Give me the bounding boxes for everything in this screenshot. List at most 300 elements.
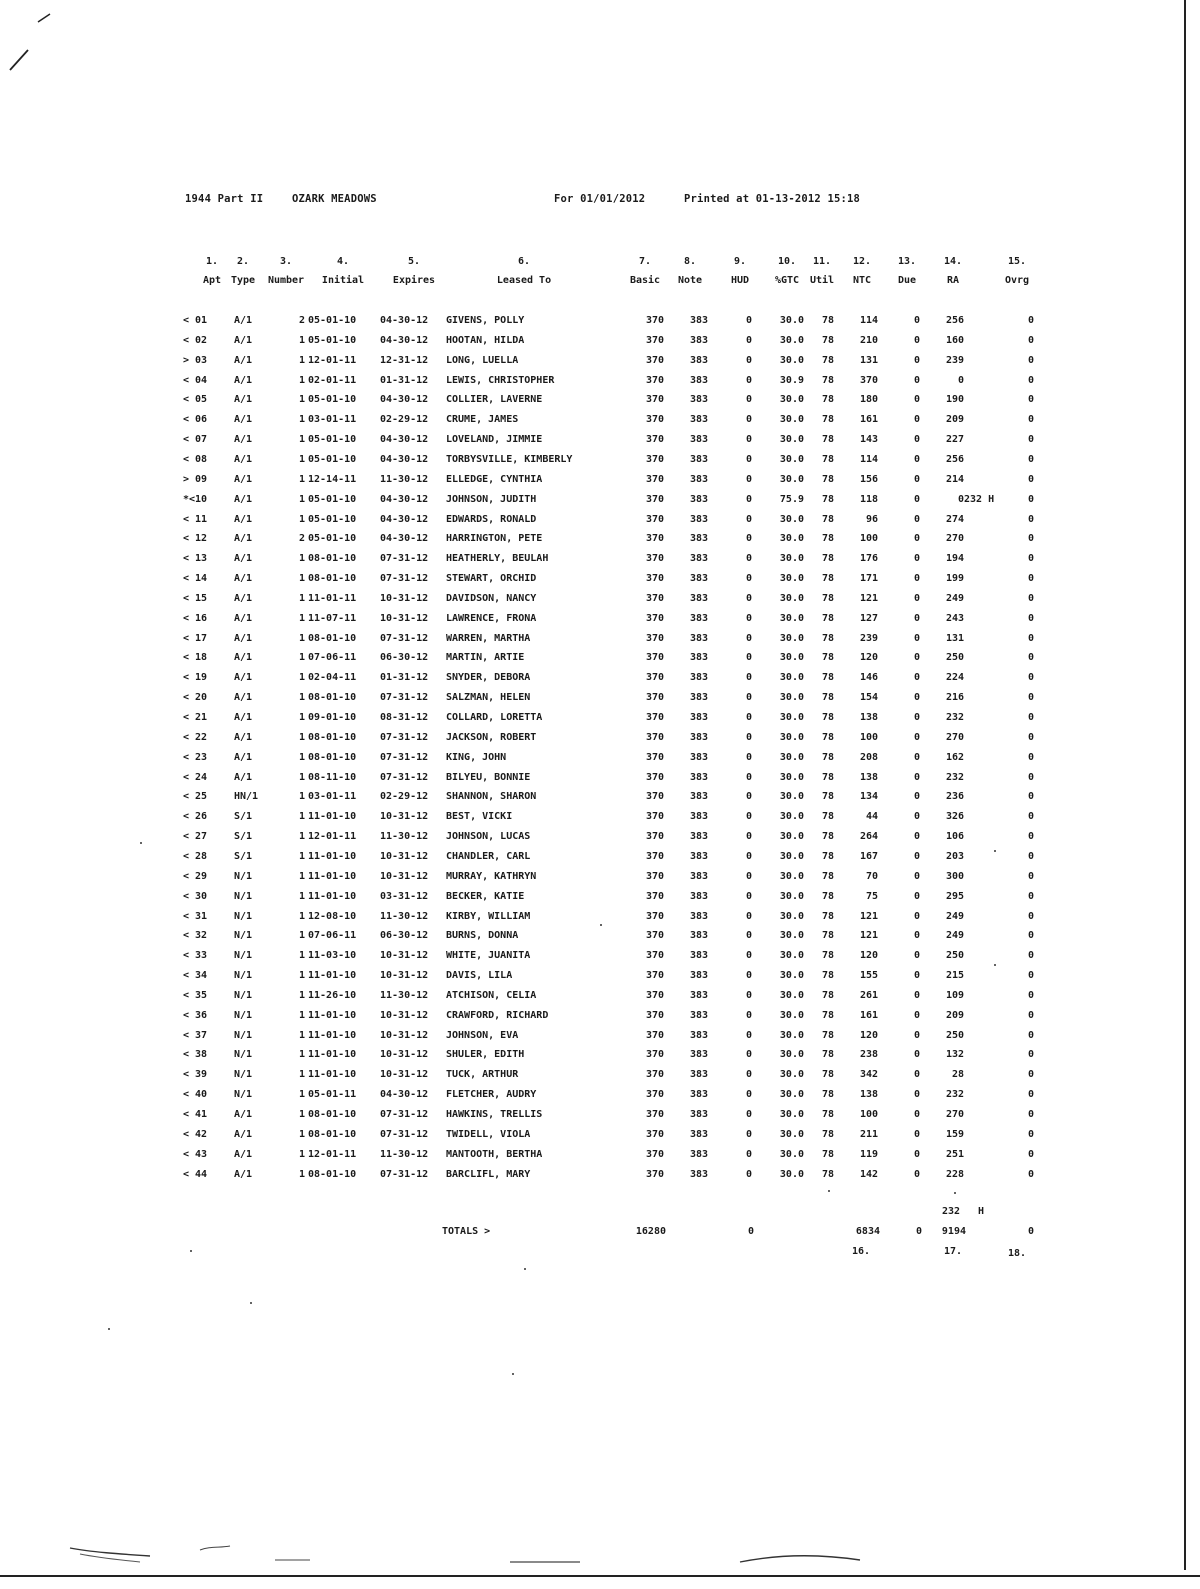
cell-ntc: 238 [859,1049,878,1061]
cell-due: 0 [913,493,920,505]
cell-apt: < 44 [183,1168,208,1180]
cell-gtc: 30.0 [779,553,804,565]
cell-gtc: 30.0 [779,950,804,962]
cell-hud: 0 [745,831,752,843]
cell-ovrg: 0 [1027,573,1034,585]
cell-expires: 04-30-12 [380,334,429,346]
cell-gtc: 30.0 [779,1009,804,1021]
cell-ra: 209 [945,1009,964,1021]
cell-initial: 11-01-10 [308,1049,357,1061]
cell-number: 1 [298,751,305,763]
cell-due: 0 [913,652,920,664]
cell-ovrg: 0 [1027,612,1034,624]
cell-hud: 0 [745,1069,752,1081]
cell-initial: 07-06-11 [308,652,357,664]
cell-due: 0 [913,414,920,426]
cell-ra: 106 [945,831,964,843]
cell-basic: 370 [645,950,664,962]
cell-type: N/1 [234,970,253,982]
cell-expires: 07-31-12 [380,632,429,644]
cell-type: A/1 [234,592,253,604]
cell-leased-to: WARREN, MARTHA [446,632,531,644]
cell-number: 1 [298,850,305,862]
cell-number: 1 [298,712,305,723]
scan-bottom-marks [60,1540,940,1570]
cell-number: 1 [298,453,305,465]
cell-due: 0 [913,712,920,723]
cell-initial: 05-01-10 [308,513,357,525]
cell-util: 78 [821,573,834,585]
cell-util: 78 [821,751,834,763]
cell-due: 0 [913,1029,920,1041]
scan-speck [994,964,996,966]
cell-gtc: 30.0 [779,811,804,823]
cell-ra: 274 [945,513,964,525]
cell-util: 78 [821,394,834,406]
cell-expires: 08-31-12 [380,712,429,723]
cell-util: 78 [821,453,834,465]
cell-hud: 0 [745,434,752,446]
column-number-12: 12. [852,256,872,267]
totals-ra-extra: 232 [941,1206,960,1217]
cell-ovrg: 0 [1027,890,1034,902]
cell-number: 1 [298,672,305,684]
cell-util: 78 [821,672,834,684]
cell-ntc: 114 [859,453,878,465]
column-label-ovrg: Ovrg [1004,275,1030,286]
scan-speck [600,924,602,926]
cell-number: 1 [298,612,305,624]
cell-ra: 194 [945,553,964,565]
cell-type: A/1 [234,513,253,525]
cell-flag: 232 H [964,493,995,505]
cell-number: 1 [298,1168,305,1180]
cell-due: 0 [913,1049,920,1061]
cell-number: 1 [298,374,305,386]
cell-leased-to: ELLEDGE, CYNTHIA [446,473,543,485]
cell-ovrg: 0 [1027,1029,1034,1041]
column-number-9: 9. [733,256,747,267]
cell-apt: < 06 [183,414,208,426]
cell-initial: 11-01-10 [308,1009,357,1021]
cell-type: S/1 [234,831,253,843]
cell-ntc: 180 [859,394,878,406]
cell-expires: 07-31-12 [380,1109,429,1120]
cell-note: 383 [689,315,708,326]
cell-expires: 10-31-12 [380,950,429,962]
column-label-note: Note [677,275,703,286]
cell-due: 0 [913,434,920,446]
cell-note: 383 [689,652,708,664]
cell-leased-to: LOVELAND, JIMMIE [446,434,543,446]
cell-initial: 08-01-10 [308,751,357,763]
cell-ra: 232 [945,1089,964,1101]
cell-initial: 08-01-10 [308,1128,357,1140]
cell-expires: 07-31-12 [380,771,429,783]
cell-util: 78 [821,930,834,942]
cell-leased-to: BEST, VICKI [446,811,513,823]
cell-ovrg: 0 [1027,771,1034,783]
cell-hud: 0 [745,493,752,505]
totals-due: 0 [915,1226,922,1237]
cell-gtc: 30.0 [779,453,804,465]
cell-note: 383 [689,1029,708,1041]
cell-due: 0 [913,1168,920,1180]
cell-ra: 0 [957,374,964,386]
cell-note: 383 [689,493,708,505]
cell-leased-to: LONG, LUELLA [446,354,519,366]
cell-util: 78 [821,771,834,783]
cell-gtc: 30.0 [779,1049,804,1061]
cell-expires: 10-31-12 [380,970,429,982]
cell-leased-to: COLLIER, LAVERNE [446,394,543,406]
cell-number: 1 [298,1089,305,1101]
cell-ra: 228 [945,1168,964,1180]
cell-hud: 0 [745,473,752,485]
cell-basic: 370 [645,771,664,783]
cell-apt: < 36 [183,1009,208,1021]
cell-initial: 11-01-10 [308,1069,357,1081]
cell-hud: 0 [745,553,752,565]
cell-due: 0 [913,334,920,346]
cell-ntc: 138 [859,1089,878,1101]
cell-hud: 0 [745,751,752,763]
cell-hud: 0 [745,374,752,386]
column-label-ra: RA [946,275,960,286]
cell-due: 0 [913,1128,920,1140]
cell-util: 78 [821,1049,834,1061]
cell-ovrg: 0 [1027,1089,1034,1101]
cell-util: 78 [821,592,834,604]
cell-gtc: 30.0 [779,315,804,326]
cell-util: 78 [821,553,834,565]
cell-basic: 370 [645,751,664,763]
cell-apt: < 39 [183,1069,208,1081]
cell-ra: 270 [945,533,964,545]
cell-hud: 0 [745,930,752,942]
cell-number: 1 [298,930,305,942]
cell-ovrg: 0 [1027,970,1034,982]
cell-due: 0 [913,592,920,604]
cell-leased-to: HOOTAN, HILDA [446,334,525,346]
cell-ovrg: 0 [1027,870,1034,882]
cell-note: 383 [689,970,708,982]
cell-type: N/1 [234,1009,253,1021]
column-number-13: 13. [897,256,917,267]
cell-number: 1 [298,890,305,902]
cell-initial: 02-04-11 [308,672,357,684]
cell-basic: 370 [645,1168,664,1180]
cell-note: 383 [689,553,708,565]
cell-note: 383 [689,374,708,386]
cell-hud: 0 [745,1168,752,1180]
cell-note: 383 [689,414,708,426]
cell-number: 1 [298,1029,305,1041]
cell-due: 0 [913,672,920,684]
cell-note: 383 [689,989,708,1001]
cell-expires: 10-31-12 [380,612,429,624]
cell-type: A/1 [234,652,253,664]
cell-ovrg: 0 [1027,1049,1034,1061]
cell-gtc: 30.0 [779,672,804,684]
cell-expires: 07-31-12 [380,1168,429,1180]
cell-util: 78 [821,1009,834,1021]
column-label-apt: Apt [202,275,222,286]
cell-due: 0 [913,315,920,326]
cell-expires: 04-30-12 [380,1089,429,1101]
cell-expires: 10-31-12 [380,1069,429,1081]
cell-gtc: 30.0 [779,1089,804,1101]
cell-leased-to: JACKSON, ROBERT [446,731,537,743]
cell-apt: < 20 [183,692,208,704]
cell-due: 0 [913,870,920,882]
cell-expires: 11-30-12 [380,910,429,922]
cell-initial: 11-01-10 [308,970,357,982]
cell-leased-to: GIVENS, POLLY [446,315,525,326]
cell-due: 0 [913,553,920,565]
cell-expires: 10-31-12 [380,811,429,823]
cell-ovrg: 0 [1027,672,1034,684]
cell-type: A/1 [234,533,253,545]
cell-basic: 370 [645,453,664,465]
cell-type: A/1 [234,672,253,684]
cell-apt: < 08 [183,453,208,465]
page-edge-right [1184,0,1186,1570]
cell-initial: 08-01-10 [308,632,357,644]
cell-ra: 214 [945,473,964,485]
cell-util: 78 [821,414,834,426]
cell-apt: < 23 [183,751,208,763]
cell-gtc: 30.0 [779,354,804,366]
cell-note: 383 [689,473,708,485]
cell-note: 383 [689,771,708,783]
cell-gtc: 30.0 [779,573,804,585]
cell-initial: 08-01-10 [308,1168,357,1180]
cell-ovrg: 0 [1027,910,1034,922]
cell-initial: 05-01-10 [308,533,357,545]
cell-ra: 224 [945,672,964,684]
cell-number: 1 [298,989,305,1001]
scan-speck [524,1268,526,1270]
cell-gtc: 30.0 [779,731,804,743]
cell-number: 1 [298,731,305,743]
cell-expires: 04-30-12 [380,315,429,326]
cell-initial: 09-01-10 [308,712,357,723]
cell-gtc: 30.0 [779,1168,804,1180]
cell-apt: < 35 [183,989,208,1001]
cell-util: 78 [821,334,834,346]
report-printed: Printed at 01-13-2012 15:18 [684,193,861,205]
cell-hud: 0 [745,414,752,426]
cell-ra: 132 [945,1049,964,1061]
cell-util: 78 [821,1148,834,1160]
cell-ntc: 70 [865,870,878,882]
cell-basic: 370 [645,533,664,545]
cell-ovrg: 0 [1027,434,1034,446]
cell-leased-to: SHULER, EDITH [446,1049,525,1061]
cell-hud: 0 [745,573,752,585]
report-form: 1944 Part II [185,193,264,205]
cell-note: 383 [689,1109,708,1120]
report-property: OZARK MEADOWS [292,193,377,205]
cell-expires: 06-30-12 [380,652,429,664]
cell-apt: < 34 [183,970,208,982]
cell-ntc: 119 [859,1148,878,1160]
cell-note: 383 [689,712,708,723]
cell-type: A/1 [234,434,253,446]
cell-ovrg: 0 [1027,831,1034,843]
cell-number: 1 [298,910,305,922]
cell-apt: < 43 [183,1148,208,1160]
cell-due: 0 [913,473,920,485]
cell-due: 0 [913,890,920,902]
cell-expires: 10-31-12 [380,870,429,882]
cell-note: 383 [689,890,708,902]
column-label-expires: Expires [392,275,436,286]
cell-ra: 300 [945,870,964,882]
cell-expires: 11-30-12 [380,1148,429,1160]
column-number-2: 2. [236,256,250,267]
cell-due: 0 [913,811,920,823]
cell-due: 0 [913,453,920,465]
cell-note: 383 [689,950,708,962]
cell-leased-to: MARTIN, ARTIE [446,652,525,664]
cell-apt: < 25 [183,791,208,803]
cell-initial: 08-11-10 [308,771,357,783]
cell-apt: < 40 [183,1089,208,1101]
cell-note: 383 [689,811,708,823]
cell-type: A/1 [234,692,253,704]
cell-due: 0 [913,751,920,763]
cell-initial: 05-01-10 [308,334,357,346]
cell-basic: 370 [645,592,664,604]
cell-expires: 10-31-12 [380,1029,429,1041]
cell-apt: < 15 [183,592,208,604]
cell-leased-to: MURRAY, KATHRYN [446,870,537,882]
cell-ovrg: 0 [1027,1009,1034,1021]
cell-gtc: 30.0 [779,1029,804,1041]
cell-ra: 270 [945,1109,964,1120]
cell-ovrg: 0 [1027,553,1034,565]
cell-gtc: 30.0 [779,751,804,763]
cell-leased-to: MANTOOTH, BERTHA [446,1148,543,1160]
cell-expires: 02-29-12 [380,414,429,426]
cell-apt: < 30 [183,890,208,902]
cell-expires: 04-30-12 [380,513,429,525]
footnote-17: 17. [944,1246,963,1257]
cell-number: 1 [298,870,305,882]
cell-basic: 370 [645,870,664,882]
cell-util: 78 [821,910,834,922]
cell-ntc: 120 [859,1029,878,1041]
cell-note: 383 [689,1128,708,1140]
cell-leased-to: HEATHERLY, BEULAH [446,553,549,565]
cell-leased-to: DAVIS, LILA [446,970,513,982]
cell-ra: 256 [945,453,964,465]
cell-apt: > 03 [183,354,208,366]
column-label-hud: HUD [730,275,750,286]
cell-apt: < 22 [183,731,208,743]
footnote-18: 18. [1008,1248,1027,1259]
cell-basic: 370 [645,354,664,366]
cell-ra: 190 [945,394,964,406]
column-number-8: 8. [683,256,697,267]
cell-apt: < 26 [183,811,208,823]
cell-hud: 0 [745,592,752,604]
cell-initial: 11-01-10 [308,870,357,882]
cell-leased-to: HARRINGTON, PETE [446,533,543,545]
cell-ovrg: 0 [1027,394,1034,406]
cell-ovrg: 0 [1027,1148,1034,1160]
cell-note: 383 [689,692,708,704]
cell-gtc: 30.0 [779,692,804,704]
cell-number: 1 [298,811,305,823]
cell-util: 78 [821,831,834,843]
cell-type: A/1 [234,1109,253,1120]
cell-gtc: 30.0 [779,1109,804,1120]
column-label-util: Util [809,275,835,286]
cell-ra: 243 [945,612,964,624]
footnote-16: 16. [852,1246,871,1257]
cell-apt: < 13 [183,553,208,565]
cell-leased-to: SNYDER, DEBORA [446,672,531,684]
cell-apt: < 21 [183,712,208,723]
cell-initial: 12-01-11 [308,354,357,366]
cell-ntc: 156 [859,473,878,485]
cell-util: 78 [821,632,834,644]
cell-gtc: 30.0 [779,1128,804,1140]
cell-ntc: 121 [859,910,878,922]
cell-number: 1 [298,791,305,803]
cell-type: S/1 [234,811,253,823]
cell-ra: 162 [945,751,964,763]
cell-util: 78 [821,493,834,505]
cell-ntc: 118 [859,493,878,505]
cell-expires: 07-31-12 [380,1128,429,1140]
cell-ntc: 138 [859,771,878,783]
cell-gtc: 30.0 [779,473,804,485]
cell-ntc: 161 [859,414,878,426]
cell-leased-to: KING, JOHN [446,751,507,763]
cell-util: 78 [821,315,834,326]
cell-number: 2 [298,533,305,545]
cell-ovrg: 0 [1027,950,1034,962]
pen-mark-icon [8,12,52,72]
cell-leased-to: BARCLIFL, MARY [446,1168,531,1180]
cell-ntc: 120 [859,652,878,664]
cell-ra: 236 [945,791,964,803]
cell-gtc: 30.0 [779,930,804,942]
cell-basic: 370 [645,672,664,684]
column-label-type: Type [230,275,256,286]
cell-number: 1 [298,970,305,982]
cell-type: A/1 [234,315,253,326]
cell-ra: 270 [945,731,964,743]
cell-note: 383 [689,1009,708,1021]
cell-basic: 370 [645,1069,664,1081]
cell-basic: 370 [645,712,664,723]
cell-apt: < 16 [183,612,208,624]
cell-util: 78 [821,652,834,664]
cell-leased-to: BILYEU, BONNIE [446,771,531,783]
cell-initial: 03-01-11 [308,791,357,803]
cell-apt: < 31 [183,910,208,922]
cell-basic: 370 [645,414,664,426]
cell-hud: 0 [745,771,752,783]
cell-expires: 11-30-12 [380,831,429,843]
cell-gtc: 30.0 [779,533,804,545]
cell-ra: 109 [945,989,964,1001]
